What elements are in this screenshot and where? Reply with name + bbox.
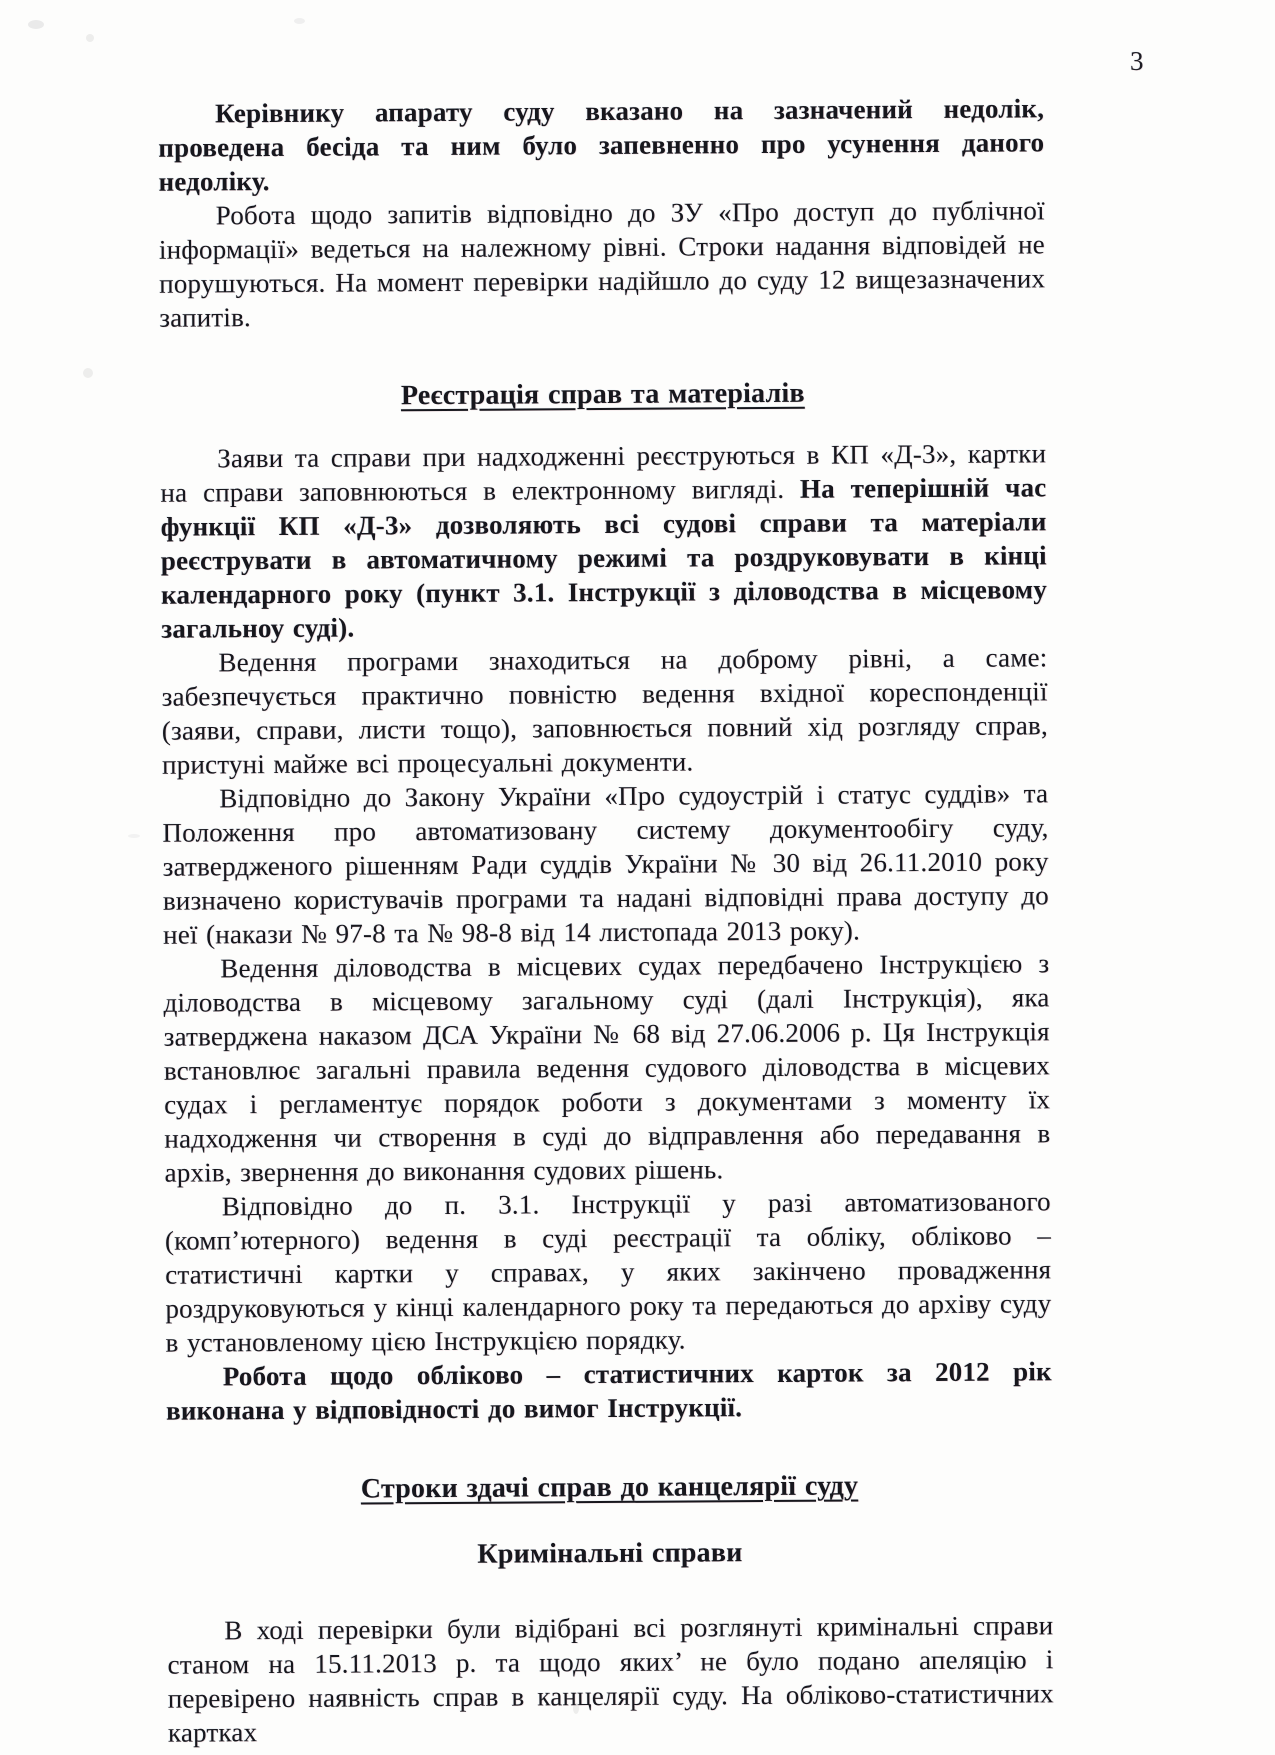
text-run: В ході перевірки були відібрані всі розглянуті кримінальні справи станом на 15.11.2013 р. та щодо яких’ не було подано апеляцію і перевірено наявність справ в канцелярії суду. На обліково-статистичних картках [167,1610,1054,1748]
scan-artifact [128,834,140,838]
para-program-maintenance [161,640,1048,781]
scan-artifact [83,368,93,378]
text-run: Заяви та справи при надходженні реєструються в КП «Д-3», картки на справи заповнюються в електронному вигляді. [160,438,1047,508]
text-run: Ведення програми знаходиться на доброму рівні, а саме: забезпечується практично повністю ведення вхідної кореспонденції (заяви, справи, листи тощо), заповнюється повний хід розгляду справ, пристуні майже всі процесуальні документи. [161,642,1048,780]
text-run: Ведення діловодства в місцевих судах передбачено Інструкцією з діловодства в місцевому загальному суді (далі Інструкція), яка затверджена наказом ДСА України № 68 від 27.06.2006 р. Ця Інструкція встановлює загальні правила ведення судового діловодства в місцевих судах і регламентує порядок роботи з документами з моменту їх надходження чи створення в суді до відправлення або передавання в архів, звернення до виконання судових рішень. [163,948,1051,1188]
scan-artifact [294,18,305,24]
text-run: Відповідно до п. 3.1. Інструкції у разі автоматизованого (комп’ютерного) ведення в суді реєстрації та обліку, обліково – статистичні картки у справах, у яких закінчено провадження роздруковуються у кінці календарного року та передаються до архіву суду в установленому цією Інструкцією порядку. [164,1186,1052,1358]
para-item-3-1-cards [165,1184,1052,1359]
heading-registration [160,375,1046,414]
heading-criminal-cases [167,1534,1053,1573]
para-criminal-check [167,1608,1054,1749]
para-public-info-requests [159,193,1046,334]
scan-artifact [86,34,94,42]
bold-text-run: Реєстрація справ та матеріалів [400,377,805,412]
document-content [158,91,1054,1749]
para-remark-deficiency [158,91,1045,198]
para-kp-d3-registration [160,436,1047,645]
para-instruction-rules [163,946,1050,1189]
para-law-access-rights [162,776,1049,951]
bold-text-run: Кримінальні справи [477,1537,743,1570]
bold-text-run: Робота щодо обліково – статистичних карток за 2012 рік виконана у відповідності до вимог Інструкції. [165,1356,1052,1426]
text-run: Відповідно до Закону України «Про судоустрій і статус суддів» та Положення про автоматизовану систему документообігу суду, затвердженого рішенням Ради суддів України № 30 від 26.11.2010 року визначено користувачів програми та надані відповідні права доступу до неї (накази № 97-8 та № 98-8 від 14 листопада 2013 року). [162,778,1049,950]
text-run: Робота щодо запитів відповідно до ЗУ «Про доступ до публічної інформації» ведеться на належному рівні. Строки надання відповідей не порушуються. На момент перевірки надійшло до суду 12 вищезазначених запитів. [158,195,1046,333]
page-number: 3 [1130,46,1144,76]
scan-artifact [28,20,44,29]
bold-text-run: На теперішній час функції КП «Д-3» дозволяють всі судові справи та матеріали реєструвати в автоматичному режимі та роздруковувати в кінці календарного року (пункт 3.1. Інструкції з діловодства в місцевому загальноу суді). [160,472,1048,644]
bold-text-run: Керівнику апарату суду вказано на зазначений недолік, проведена бесіда та ним було запевненно про усунення даного недоліку. [158,93,1045,197]
heading-deadlines-chancery [166,1468,1052,1507]
bold-text-run: Строки здачі справ до канцелярії суду [360,1470,859,1505]
para-2012-cards-done [166,1354,1052,1427]
